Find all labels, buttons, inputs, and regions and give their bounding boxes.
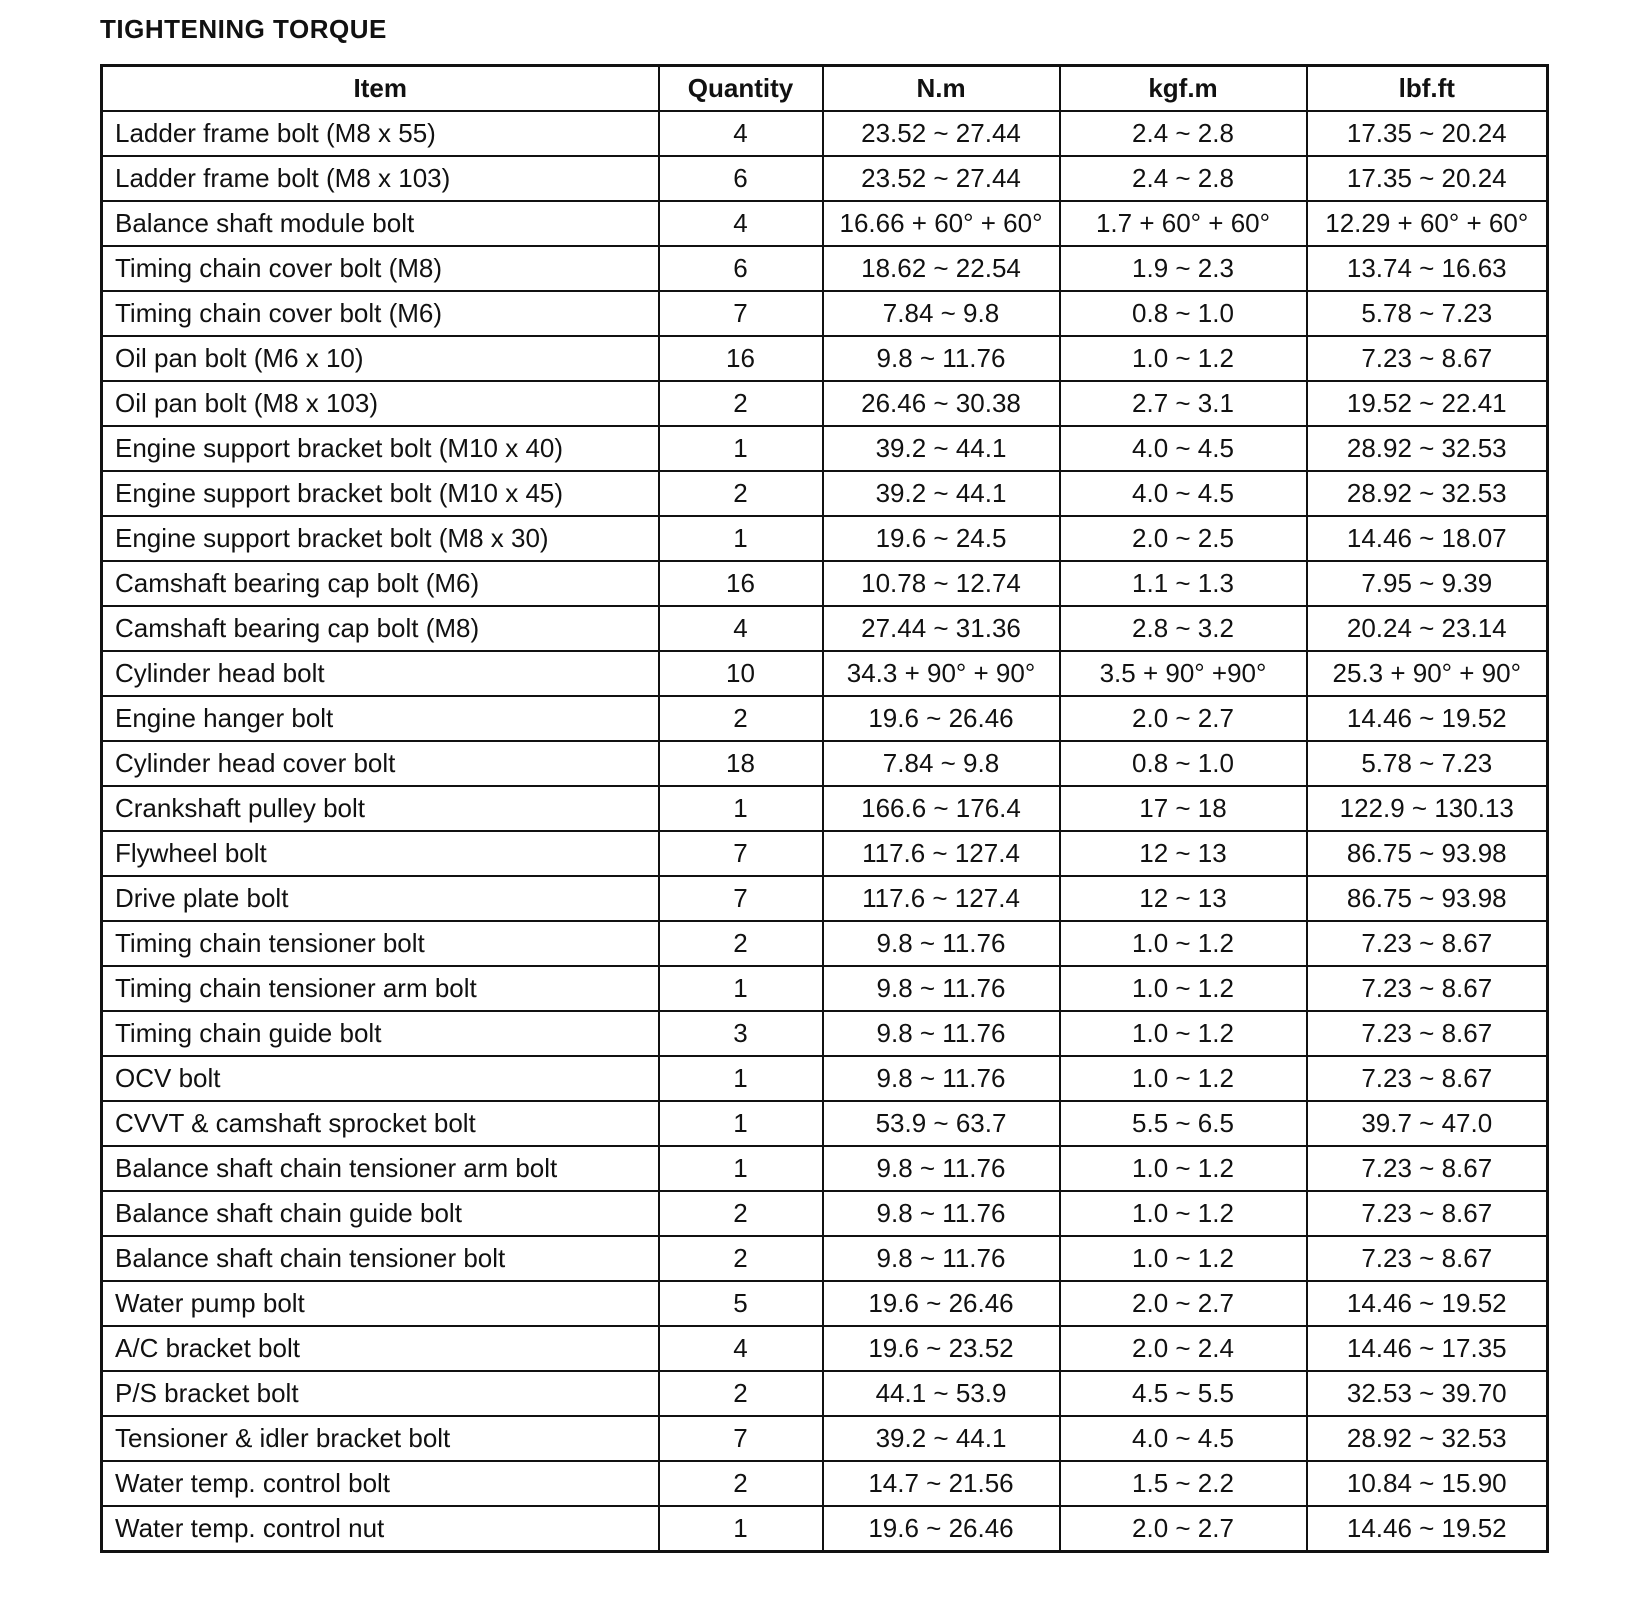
cell-quantity: 2 <box>659 471 823 516</box>
cell-item: Engine hanger bolt <box>102 696 659 741</box>
cell-quantity: 1 <box>659 966 823 1011</box>
cell-nm: 166.6 ~ 176.4 <box>823 786 1060 831</box>
cell-kgfm: 2.0 ~ 2.7 <box>1060 1506 1307 1552</box>
cell-quantity: 18 <box>659 741 823 786</box>
cell-lbfft: 86.75 ~ 93.98 <box>1307 876 1548 921</box>
column-header-nm: N.m <box>823 66 1060 112</box>
column-header-quantity: Quantity <box>659 66 823 112</box>
cell-lbfft: 28.92 ~ 32.53 <box>1307 1416 1548 1461</box>
cell-nm: 53.9 ~ 63.7 <box>823 1101 1060 1146</box>
table-row <box>102 921 1548 966</box>
cell-kgfm: 1.0 ~ 1.2 <box>1060 1056 1307 1101</box>
cell-kgfm: 2.0 ~ 2.7 <box>1060 696 1307 741</box>
cell-kgfm: 4.0 ~ 4.5 <box>1060 426 1307 471</box>
cell-item: Tensioner & idler bracket bolt <box>102 1416 659 1461</box>
cell-quantity: 4 <box>659 606 823 651</box>
cell-quantity: 2 <box>659 1461 823 1506</box>
column-header-item: Item <box>102 66 659 112</box>
table-row <box>102 1281 1548 1326</box>
cell-nm: 7.84 ~ 9.8 <box>823 741 1060 786</box>
cell-quantity: 6 <box>659 246 823 291</box>
table-row <box>102 606 1548 651</box>
cell-quantity: 2 <box>659 1371 823 1416</box>
cell-kgfm: 1.0 ~ 1.2 <box>1060 1011 1307 1056</box>
cell-item: Balance shaft chain tensioner arm bolt <box>102 1146 659 1191</box>
cell-nm: 9.8 ~ 11.76 <box>823 966 1060 1011</box>
cell-quantity: 2 <box>659 921 823 966</box>
cell-lbfft: 28.92 ~ 32.53 <box>1307 426 1548 471</box>
cell-nm: 23.52 ~ 27.44 <box>823 156 1060 201</box>
cell-item: Drive plate bolt <box>102 876 659 921</box>
cell-quantity: 6 <box>659 156 823 201</box>
column-header-lbfft: lbf.ft <box>1307 66 1548 112</box>
table-row <box>102 1506 1548 1552</box>
cell-quantity: 16 <box>659 336 823 381</box>
cell-quantity: 1 <box>659 786 823 831</box>
cell-nm: 23.52 ~ 27.44 <box>823 111 1060 156</box>
cell-lbfft: 7.23 ~ 8.67 <box>1307 1236 1548 1281</box>
cell-lbfft: 10.84 ~ 15.90 <box>1307 1461 1548 1506</box>
cell-quantity: 4 <box>659 201 823 246</box>
cell-nm: 117.6 ~ 127.4 <box>823 831 1060 876</box>
cell-item: Engine support bracket bolt (M8 x 30) <box>102 516 659 561</box>
cell-item: Timing chain tensioner arm bolt <box>102 966 659 1011</box>
cell-nm: 7.84 ~ 9.8 <box>823 291 1060 336</box>
cell-kgfm: 2.4 ~ 2.8 <box>1060 156 1307 201</box>
cell-quantity: 1 <box>659 426 823 471</box>
cell-quantity: 7 <box>659 876 823 921</box>
cell-kgfm: 1.0 ~ 1.2 <box>1060 336 1307 381</box>
cell-nm: 27.44 ~ 31.36 <box>823 606 1060 651</box>
cell-nm: 117.6 ~ 127.4 <box>823 876 1060 921</box>
cell-item: Water pump bolt <box>102 1281 659 1326</box>
cell-lbfft: 122.9 ~ 130.13 <box>1307 786 1548 831</box>
cell-lbfft: 32.53 ~ 39.70 <box>1307 1371 1548 1416</box>
cell-lbfft: 17.35 ~ 20.24 <box>1307 156 1548 201</box>
table-row <box>102 1056 1548 1101</box>
cell-item: Camshaft bearing cap bolt (M8) <box>102 606 659 651</box>
cell-kgfm: 1.0 ~ 1.2 <box>1060 1146 1307 1191</box>
cell-nm: 9.8 ~ 11.76 <box>823 336 1060 381</box>
cell-lbfft: 7.23 ~ 8.67 <box>1307 1191 1548 1236</box>
cell-lbfft: 14.46 ~ 19.52 <box>1307 1506 1548 1552</box>
cell-nm: 39.2 ~ 44.1 <box>823 471 1060 516</box>
cell-nm: 9.8 ~ 11.76 <box>823 1011 1060 1056</box>
cell-kgfm: 2.0 ~ 2.5 <box>1060 516 1307 561</box>
cell-lbfft: 39.7 ~ 47.0 <box>1307 1101 1548 1146</box>
cell-quantity: 2 <box>659 381 823 426</box>
cell-quantity: 1 <box>659 1056 823 1101</box>
cell-quantity: 1 <box>659 1101 823 1146</box>
cell-lbfft: 17.35 ~ 20.24 <box>1307 111 1548 156</box>
cell-quantity: 4 <box>659 1326 823 1371</box>
cell-nm: 18.62 ~ 22.54 <box>823 246 1060 291</box>
cell-nm: 10.78 ~ 12.74 <box>823 561 1060 606</box>
table-row <box>102 156 1548 201</box>
cell-quantity: 10 <box>659 651 823 696</box>
table-row <box>102 1236 1548 1281</box>
cell-nm: 9.8 ~ 11.76 <box>823 921 1060 966</box>
cell-kgfm: 4.0 ~ 4.5 <box>1060 471 1307 516</box>
cell-kgfm: 4.0 ~ 4.5 <box>1060 1416 1307 1461</box>
table-row <box>102 1101 1548 1146</box>
cell-item: Oil pan bolt (M6 x 10) <box>102 336 659 381</box>
page-title: TIGHTENING TORQUE <box>100 14 387 44</box>
cell-item: CVVT & camshaft sprocket bolt <box>102 1101 659 1146</box>
cell-nm: 19.6 ~ 26.46 <box>823 696 1060 741</box>
cell-kgfm: 2.0 ~ 2.7 <box>1060 1281 1307 1326</box>
table-row <box>102 1011 1548 1056</box>
cell-kgfm: 1.5 ~ 2.2 <box>1060 1461 1307 1506</box>
table-row <box>102 246 1548 291</box>
table-row <box>102 516 1548 561</box>
cell-kgfm: 12 ~ 13 <box>1060 831 1307 876</box>
cell-kgfm: 2.7 ~ 3.1 <box>1060 381 1307 426</box>
cell-item: A/C bracket bolt <box>102 1326 659 1371</box>
table-row <box>102 741 1548 786</box>
table-row <box>102 201 1548 246</box>
table-body <box>102 111 1548 1552</box>
header-row <box>102 66 1548 112</box>
cell-item: Crankshaft pulley bolt <box>102 786 659 831</box>
cell-lbfft: 7.23 ~ 8.67 <box>1307 1146 1548 1191</box>
table-row <box>102 336 1548 381</box>
cell-kgfm: 1.7 + 60° + 60° <box>1060 201 1307 246</box>
cell-nm: 14.7 ~ 21.56 <box>823 1461 1060 1506</box>
cell-kgfm: 12 ~ 13 <box>1060 876 1307 921</box>
cell-nm: 19.6 ~ 26.46 <box>823 1506 1060 1552</box>
cell-lbfft: 28.92 ~ 32.53 <box>1307 471 1548 516</box>
cell-item: Cylinder head bolt <box>102 651 659 696</box>
cell-lbfft: 12.29 + 60° + 60° <box>1307 201 1548 246</box>
cell-nm: 9.8 ~ 11.76 <box>823 1056 1060 1101</box>
cell-item: Timing chain cover bolt (M6) <box>102 291 659 336</box>
cell-nm: 9.8 ~ 11.76 <box>823 1191 1060 1236</box>
cell-lbfft: 7.95 ~ 9.39 <box>1307 561 1548 606</box>
cell-kgfm: 0.8 ~ 1.0 <box>1060 741 1307 786</box>
cell-lbfft: 7.23 ~ 8.67 <box>1307 921 1548 966</box>
cell-lbfft: 19.52 ~ 22.41 <box>1307 381 1548 426</box>
cell-kgfm: 1.0 ~ 1.2 <box>1060 966 1307 1011</box>
cell-nm: 9.8 ~ 11.76 <box>823 1146 1060 1191</box>
cell-nm: 19.6 ~ 26.46 <box>823 1281 1060 1326</box>
cell-nm: 16.66 + 60° + 60° <box>823 201 1060 246</box>
cell-item: P/S bracket bolt <box>102 1371 659 1416</box>
cell-lbfft: 7.23 ~ 8.67 <box>1307 1011 1548 1056</box>
cell-quantity: 2 <box>659 1191 823 1236</box>
cell-lbfft: 14.46 ~ 19.52 <box>1307 696 1548 741</box>
cell-nm: 9.8 ~ 11.76 <box>823 1236 1060 1281</box>
cell-item: Timing chain guide bolt <box>102 1011 659 1056</box>
cell-kgfm: 1.0 ~ 1.2 <box>1060 921 1307 966</box>
table-row <box>102 1326 1548 1371</box>
cell-quantity: 1 <box>659 516 823 561</box>
cell-lbfft: 13.74 ~ 16.63 <box>1307 246 1548 291</box>
cell-lbfft: 7.23 ~ 8.67 <box>1307 336 1548 381</box>
torque-table <box>100 64 1549 1553</box>
cell-lbfft: 14.46 ~ 19.52 <box>1307 1281 1548 1326</box>
table-row <box>102 966 1548 1011</box>
cell-item: Flywheel bolt <box>102 831 659 876</box>
cell-kgfm: 1.1 ~ 1.3 <box>1060 561 1307 606</box>
cell-lbfft: 7.23 ~ 8.67 <box>1307 1056 1548 1101</box>
cell-quantity: 7 <box>659 291 823 336</box>
cell-quantity: 1 <box>659 1506 823 1552</box>
cell-item: Engine support bracket bolt (M10 x 45) <box>102 471 659 516</box>
cell-item: Balance shaft chain tensioner bolt <box>102 1236 659 1281</box>
cell-item: Balance shaft chain guide bolt <box>102 1191 659 1236</box>
cell-kgfm: 3.5 + 90° +90° <box>1060 651 1307 696</box>
cell-item: Balance shaft module bolt <box>102 201 659 246</box>
table-row <box>102 831 1548 876</box>
cell-item: Water temp. control bolt <box>102 1461 659 1506</box>
cell-quantity: 3 <box>659 1011 823 1056</box>
cell-kgfm: 1.9 ~ 2.3 <box>1060 246 1307 291</box>
cell-kgfm: 2.0 ~ 2.4 <box>1060 1326 1307 1371</box>
cell-lbfft: 5.78 ~ 7.23 <box>1307 741 1548 786</box>
cell-lbfft: 20.24 ~ 23.14 <box>1307 606 1548 651</box>
table-row <box>102 471 1548 516</box>
table-row <box>102 426 1548 471</box>
cell-quantity: 1 <box>659 1146 823 1191</box>
cell-quantity: 2 <box>659 696 823 741</box>
cell-quantity: 5 <box>659 1281 823 1326</box>
cell-kgfm: 0.8 ~ 1.0 <box>1060 291 1307 336</box>
cell-item: OCV bolt <box>102 1056 659 1101</box>
table-row <box>102 291 1548 336</box>
cell-nm: 19.6 ~ 24.5 <box>823 516 1060 561</box>
cell-lbfft: 7.23 ~ 8.67 <box>1307 966 1548 1011</box>
cell-kgfm: 2.8 ~ 3.2 <box>1060 606 1307 651</box>
table-row <box>102 651 1548 696</box>
table-row <box>102 1371 1548 1416</box>
table-row <box>102 786 1548 831</box>
cell-lbfft: 25.3 + 90° + 90° <box>1307 651 1548 696</box>
table-row <box>102 696 1548 741</box>
cell-kgfm: 5.5 ~ 6.5 <box>1060 1101 1307 1146</box>
cell-quantity: 7 <box>659 831 823 876</box>
cell-quantity: 2 <box>659 1236 823 1281</box>
cell-kgfm: 17 ~ 18 <box>1060 786 1307 831</box>
cell-kgfm: 4.5 ~ 5.5 <box>1060 1371 1307 1416</box>
table-row <box>102 381 1548 426</box>
cell-quantity: 16 <box>659 561 823 606</box>
cell-item: Cylinder head cover bolt <box>102 741 659 786</box>
cell-kgfm: 2.4 ~ 2.8 <box>1060 111 1307 156</box>
cell-lbfft: 14.46 ~ 17.35 <box>1307 1326 1548 1371</box>
table-row <box>102 876 1548 921</box>
cell-lbfft: 14.46 ~ 18.07 <box>1307 516 1548 561</box>
cell-item: Ladder frame bolt (M8 x 55) <box>102 111 659 156</box>
cell-nm: 39.2 ~ 44.1 <box>823 1416 1060 1461</box>
cell-item: Ladder frame bolt (M8 x 103) <box>102 156 659 201</box>
column-header-kgfm: kgf.m <box>1060 66 1307 112</box>
table-row <box>102 1146 1548 1191</box>
table-row <box>102 111 1548 156</box>
cell-item: Engine support bracket bolt (M10 x 40) <box>102 426 659 471</box>
cell-lbfft: 5.78 ~ 7.23 <box>1307 291 1548 336</box>
table-row <box>102 1191 1548 1236</box>
cell-item: Timing chain cover bolt (M8) <box>102 246 659 291</box>
cell-item: Water temp. control nut <box>102 1506 659 1552</box>
table-row <box>102 1461 1548 1506</box>
cell-nm: 44.1 ~ 53.9 <box>823 1371 1060 1416</box>
cell-nm: 34.3 + 90° + 90° <box>823 651 1060 696</box>
cell-nm: 19.6 ~ 23.52 <box>823 1326 1060 1371</box>
table-row <box>102 561 1548 606</box>
cell-kgfm: 1.0 ~ 1.2 <box>1060 1191 1307 1236</box>
cell-quantity: 4 <box>659 111 823 156</box>
cell-quantity: 7 <box>659 1416 823 1461</box>
cell-item: Timing chain tensioner bolt <box>102 921 659 966</box>
cell-nm: 26.46 ~ 30.38 <box>823 381 1060 426</box>
cell-lbfft: 86.75 ~ 93.98 <box>1307 831 1548 876</box>
cell-item: Oil pan bolt (M8 x 103) <box>102 381 659 426</box>
cell-item: Camshaft bearing cap bolt (M6) <box>102 561 659 606</box>
cell-nm: 39.2 ~ 44.1 <box>823 426 1060 471</box>
table-row <box>102 1416 1548 1461</box>
cell-kgfm: 1.0 ~ 1.2 <box>1060 1236 1307 1281</box>
